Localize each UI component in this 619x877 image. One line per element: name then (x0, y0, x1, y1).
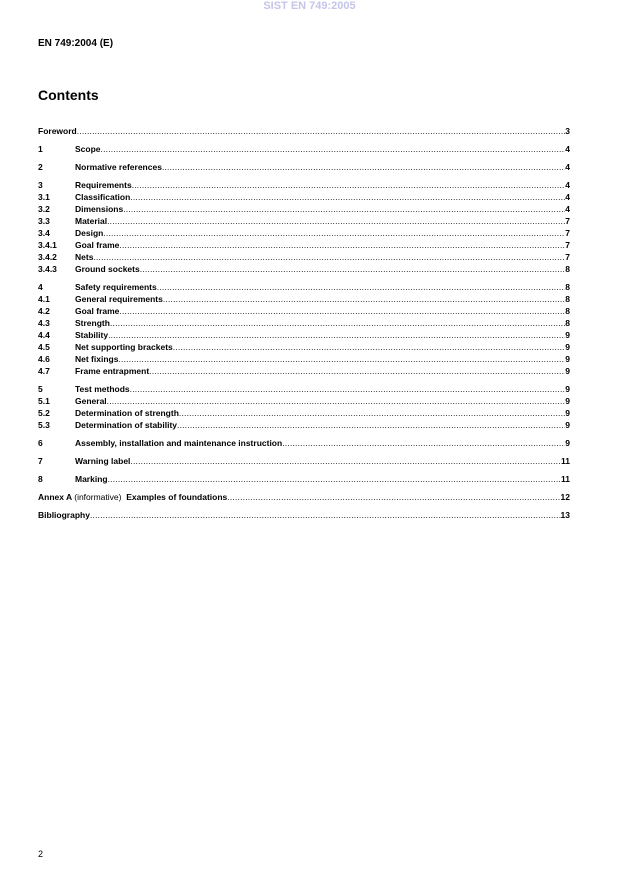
toc-entry-title: Goal frame (75, 306, 120, 316)
toc-entry-label (75, 281, 157, 293)
toc-entry-number: 5.3 (38, 420, 50, 430)
toc-entry-number: 3.2 (38, 204, 50, 214)
dot-leader (130, 455, 561, 467)
toc-entry[interactable] (38, 317, 570, 329)
toc-entry-title: Assembly, installation and maintenance instruction (75, 438, 283, 448)
dot-leader (140, 263, 566, 275)
toc-entry-number: 5.1 (38, 396, 50, 406)
toc-entry-title: Design (75, 228, 104, 238)
toc-entry-title: Material (75, 216, 108, 226)
toc-entry-title: Determination of strength (75, 408, 179, 418)
toc-entry[interactable] (38, 203, 570, 215)
toc-entry-page: 4 (565, 180, 570, 190)
toc-entry[interactable] (38, 353, 570, 365)
toc-entry-page: 11 (561, 474, 570, 484)
toc-entry-label (75, 395, 107, 407)
toc-entry[interactable] (38, 179, 570, 191)
toc-entry-number: 3.4.3 (38, 264, 57, 274)
toc-entry-page: 8 (565, 318, 570, 328)
toc-entry-number: 6 (38, 438, 43, 448)
toc-entry-number: 4.5 (38, 342, 50, 352)
toc-entry-page: 3 (565, 126, 570, 136)
toc-entry-page: 9 (565, 420, 570, 430)
toc-entry[interactable] (38, 383, 570, 395)
toc-entry[interactable] (38, 125, 570, 137)
toc-entry[interactable] (38, 365, 570, 377)
toc-entry-page: 4 (565, 204, 570, 214)
toc-entry-label (75, 353, 118, 365)
dot-leader (108, 329, 565, 341)
toc-entry[interactable] (38, 395, 570, 407)
dot-leader (162, 161, 565, 173)
toc-entry-title: General (75, 396, 107, 406)
dot-leader (103, 227, 565, 239)
toc-entry-number: 4.6 (38, 354, 50, 364)
toc-entry-page: 13 (560, 510, 570, 520)
toc-entry-page: 9 (565, 384, 570, 394)
toc-entry-number: 3.4 (38, 228, 50, 238)
toc-entry-label (38, 509, 90, 521)
toc-entry-number: 3.4.2 (38, 252, 57, 262)
toc-entry-title: General requirements (75, 294, 163, 304)
toc-entry-title: Marking (75, 474, 108, 484)
toc-entry-number: 4.2 (38, 306, 50, 316)
toc-entry-title: Frame entrapment (75, 366, 150, 376)
toc-entry-number: 4.4 (38, 330, 50, 340)
toc-entry-number: 5 (38, 384, 43, 394)
toc-entry-title: Annex A (38, 492, 72, 502)
dot-leader (149, 365, 565, 377)
toc-entry-page: 9 (565, 396, 570, 406)
toc-entry[interactable] (38, 419, 570, 431)
toc-entry-title: Ground sockets (75, 264, 140, 274)
toc-entry-title: Dimensions (75, 204, 124, 214)
toc-entry-page: 4 (565, 162, 570, 172)
dot-leader (227, 491, 560, 503)
toc-entry[interactable] (38, 455, 570, 467)
dot-leader (157, 281, 566, 293)
toc-entry[interactable] (38, 263, 570, 275)
toc-entry-page: 12 (560, 492, 570, 502)
toc-entry-number: 8 (38, 474, 43, 484)
toc-entry-number: 3.4.1 (38, 240, 57, 250)
dot-leader (93, 251, 565, 263)
toc-entry-page: 9 (565, 330, 570, 340)
toc-entry-page: 7 (565, 228, 570, 238)
toc-entry-label (75, 437, 282, 449)
toc-entry-label (75, 383, 130, 395)
toc-entry[interactable] (38, 305, 570, 317)
toc-entry-label (75, 251, 93, 263)
toc-entry-page: 4 (565, 192, 570, 202)
toc-entry-title: Foreword (38, 126, 77, 136)
toc-entry-label (75, 161, 162, 173)
toc-entry-label (75, 293, 163, 305)
toc-entry-title: Nets (75, 252, 94, 262)
toc-entry-title: Safety requirements (75, 282, 157, 292)
dot-leader (118, 353, 565, 365)
toc-entry-number: 5.2 (38, 408, 50, 418)
dot-leader (173, 341, 565, 353)
toc-entry-page: 8 (565, 306, 570, 316)
toc-entry-title: Scope (75, 144, 101, 154)
toc-entry[interactable] (38, 161, 570, 173)
toc-entry[interactable] (38, 509, 570, 521)
dot-leader (119, 239, 565, 251)
toc-entry-label (75, 143, 101, 155)
dot-leader (163, 293, 565, 305)
dot-leader (77, 125, 566, 137)
toc-entry-title: Goal frame (75, 240, 120, 250)
toc-entry-number: 3.3 (38, 216, 50, 226)
toc-entry-label (75, 407, 179, 419)
toc-entry-label (75, 419, 177, 431)
toc-entry-number: 7 (38, 456, 43, 466)
dot-leader (282, 437, 565, 449)
dot-leader (107, 215, 565, 227)
toc-entry-label (75, 191, 130, 203)
toc-entry-label (75, 455, 130, 467)
toc-entry-label (75, 329, 108, 341)
dot-leader (179, 407, 565, 419)
toc-entry[interactable] (38, 491, 570, 503)
toc-entry-page: 11 (561, 456, 570, 466)
dot-leader (110, 317, 565, 329)
toc-entry[interactable] (38, 239, 570, 251)
dot-leader (123, 203, 565, 215)
toc-entry-note: (informative) (74, 492, 122, 502)
page-number: 2 (38, 849, 44, 859)
page-title: Contents (38, 87, 99, 103)
toc-entry-title: Classification (75, 192, 131, 202)
toc-entry-page: 4 (565, 144, 570, 154)
toc-entry-number: 4 (38, 282, 43, 292)
dot-leader (119, 305, 565, 317)
toc-entry-label (75, 473, 108, 485)
toc-entry[interactable] (38, 215, 570, 227)
toc-entry-label (75, 365, 149, 377)
toc-entry-page: 8 (565, 264, 570, 274)
toc-entry[interactable] (38, 143, 570, 155)
toc-entry-label (75, 215, 107, 227)
toc-entry-label (75, 203, 123, 215)
watermark: SIST EN 749:2005 (263, 0, 356, 12)
toc-entry-number: 2 (38, 162, 43, 172)
toc-entry[interactable] (38, 293, 570, 305)
toc-entry-title: Strength (75, 318, 110, 328)
toc-entry[interactable] (38, 227, 570, 239)
dot-leader (177, 419, 565, 431)
toc-entry-label (75, 227, 103, 239)
toc-entry-label (75, 305, 119, 317)
toc-entry-page: 9 (565, 354, 570, 364)
toc-entry-title: Net fixings (75, 354, 119, 364)
toc-entry-page: 8 (565, 282, 570, 292)
toc-entry-label (75, 317, 110, 329)
toc-entry[interactable] (38, 437, 570, 449)
toc-entry-label (75, 263, 140, 275)
toc-entry-label (38, 125, 77, 137)
dot-leader (130, 383, 566, 395)
toc-entry[interactable] (38, 329, 570, 341)
toc-entry-title: Net supporting brackets (75, 342, 173, 352)
toc-entry[interactable] (38, 341, 570, 353)
toc-entry-number: 3.1 (38, 192, 50, 202)
toc-entry-page: 8 (565, 294, 570, 304)
toc-entry-label (75, 239, 119, 251)
toc-entry-page: 9 (565, 438, 570, 448)
toc-entry-label (38, 491, 227, 503)
document-id: EN 749:2004 (E) (38, 38, 114, 49)
toc-entry-page: 7 (565, 240, 570, 250)
toc-entry-title: Normative references (75, 162, 162, 172)
toc-entry-title: Bibliography (38, 510, 90, 520)
toc-entry-page: 9 (565, 366, 570, 376)
toc-entry[interactable] (38, 191, 570, 203)
toc-entry-subtitle: Examples of foundations (126, 492, 228, 502)
toc-entry[interactable] (38, 281, 570, 293)
toc-entry[interactable] (38, 251, 570, 263)
toc-entry-title: Test methods (75, 384, 130, 394)
toc-entry-page: 7 (565, 252, 570, 262)
toc-entry-number: 4.3 (38, 318, 50, 328)
toc-entry-title: Stability (75, 330, 109, 340)
toc-entry-title: Warning label (75, 456, 131, 466)
toc-entry-page: 9 (565, 408, 570, 418)
dot-leader (130, 191, 565, 203)
toc-entry[interactable] (38, 473, 570, 485)
toc-entry-number: 3 (38, 180, 43, 190)
table-of-contents (38, 125, 570, 521)
toc-entry-page: 7 (565, 216, 570, 226)
dot-leader (90, 509, 561, 521)
toc-entry-number: 4.7 (38, 366, 50, 376)
toc-entry[interactable] (38, 407, 570, 419)
dot-leader (108, 473, 561, 485)
toc-entry-label (75, 179, 132, 191)
dot-leader (132, 179, 566, 191)
toc-entry-number: 1 (38, 144, 43, 154)
dot-leader (101, 143, 566, 155)
toc-entry-title: Determination of stability (75, 420, 178, 430)
dot-leader (107, 395, 566, 407)
toc-entry-page: 9 (565, 342, 570, 352)
toc-entry-title: Requirements (75, 180, 132, 190)
toc-entry-number: 4.1 (38, 294, 50, 304)
toc-entry-label (75, 341, 173, 353)
